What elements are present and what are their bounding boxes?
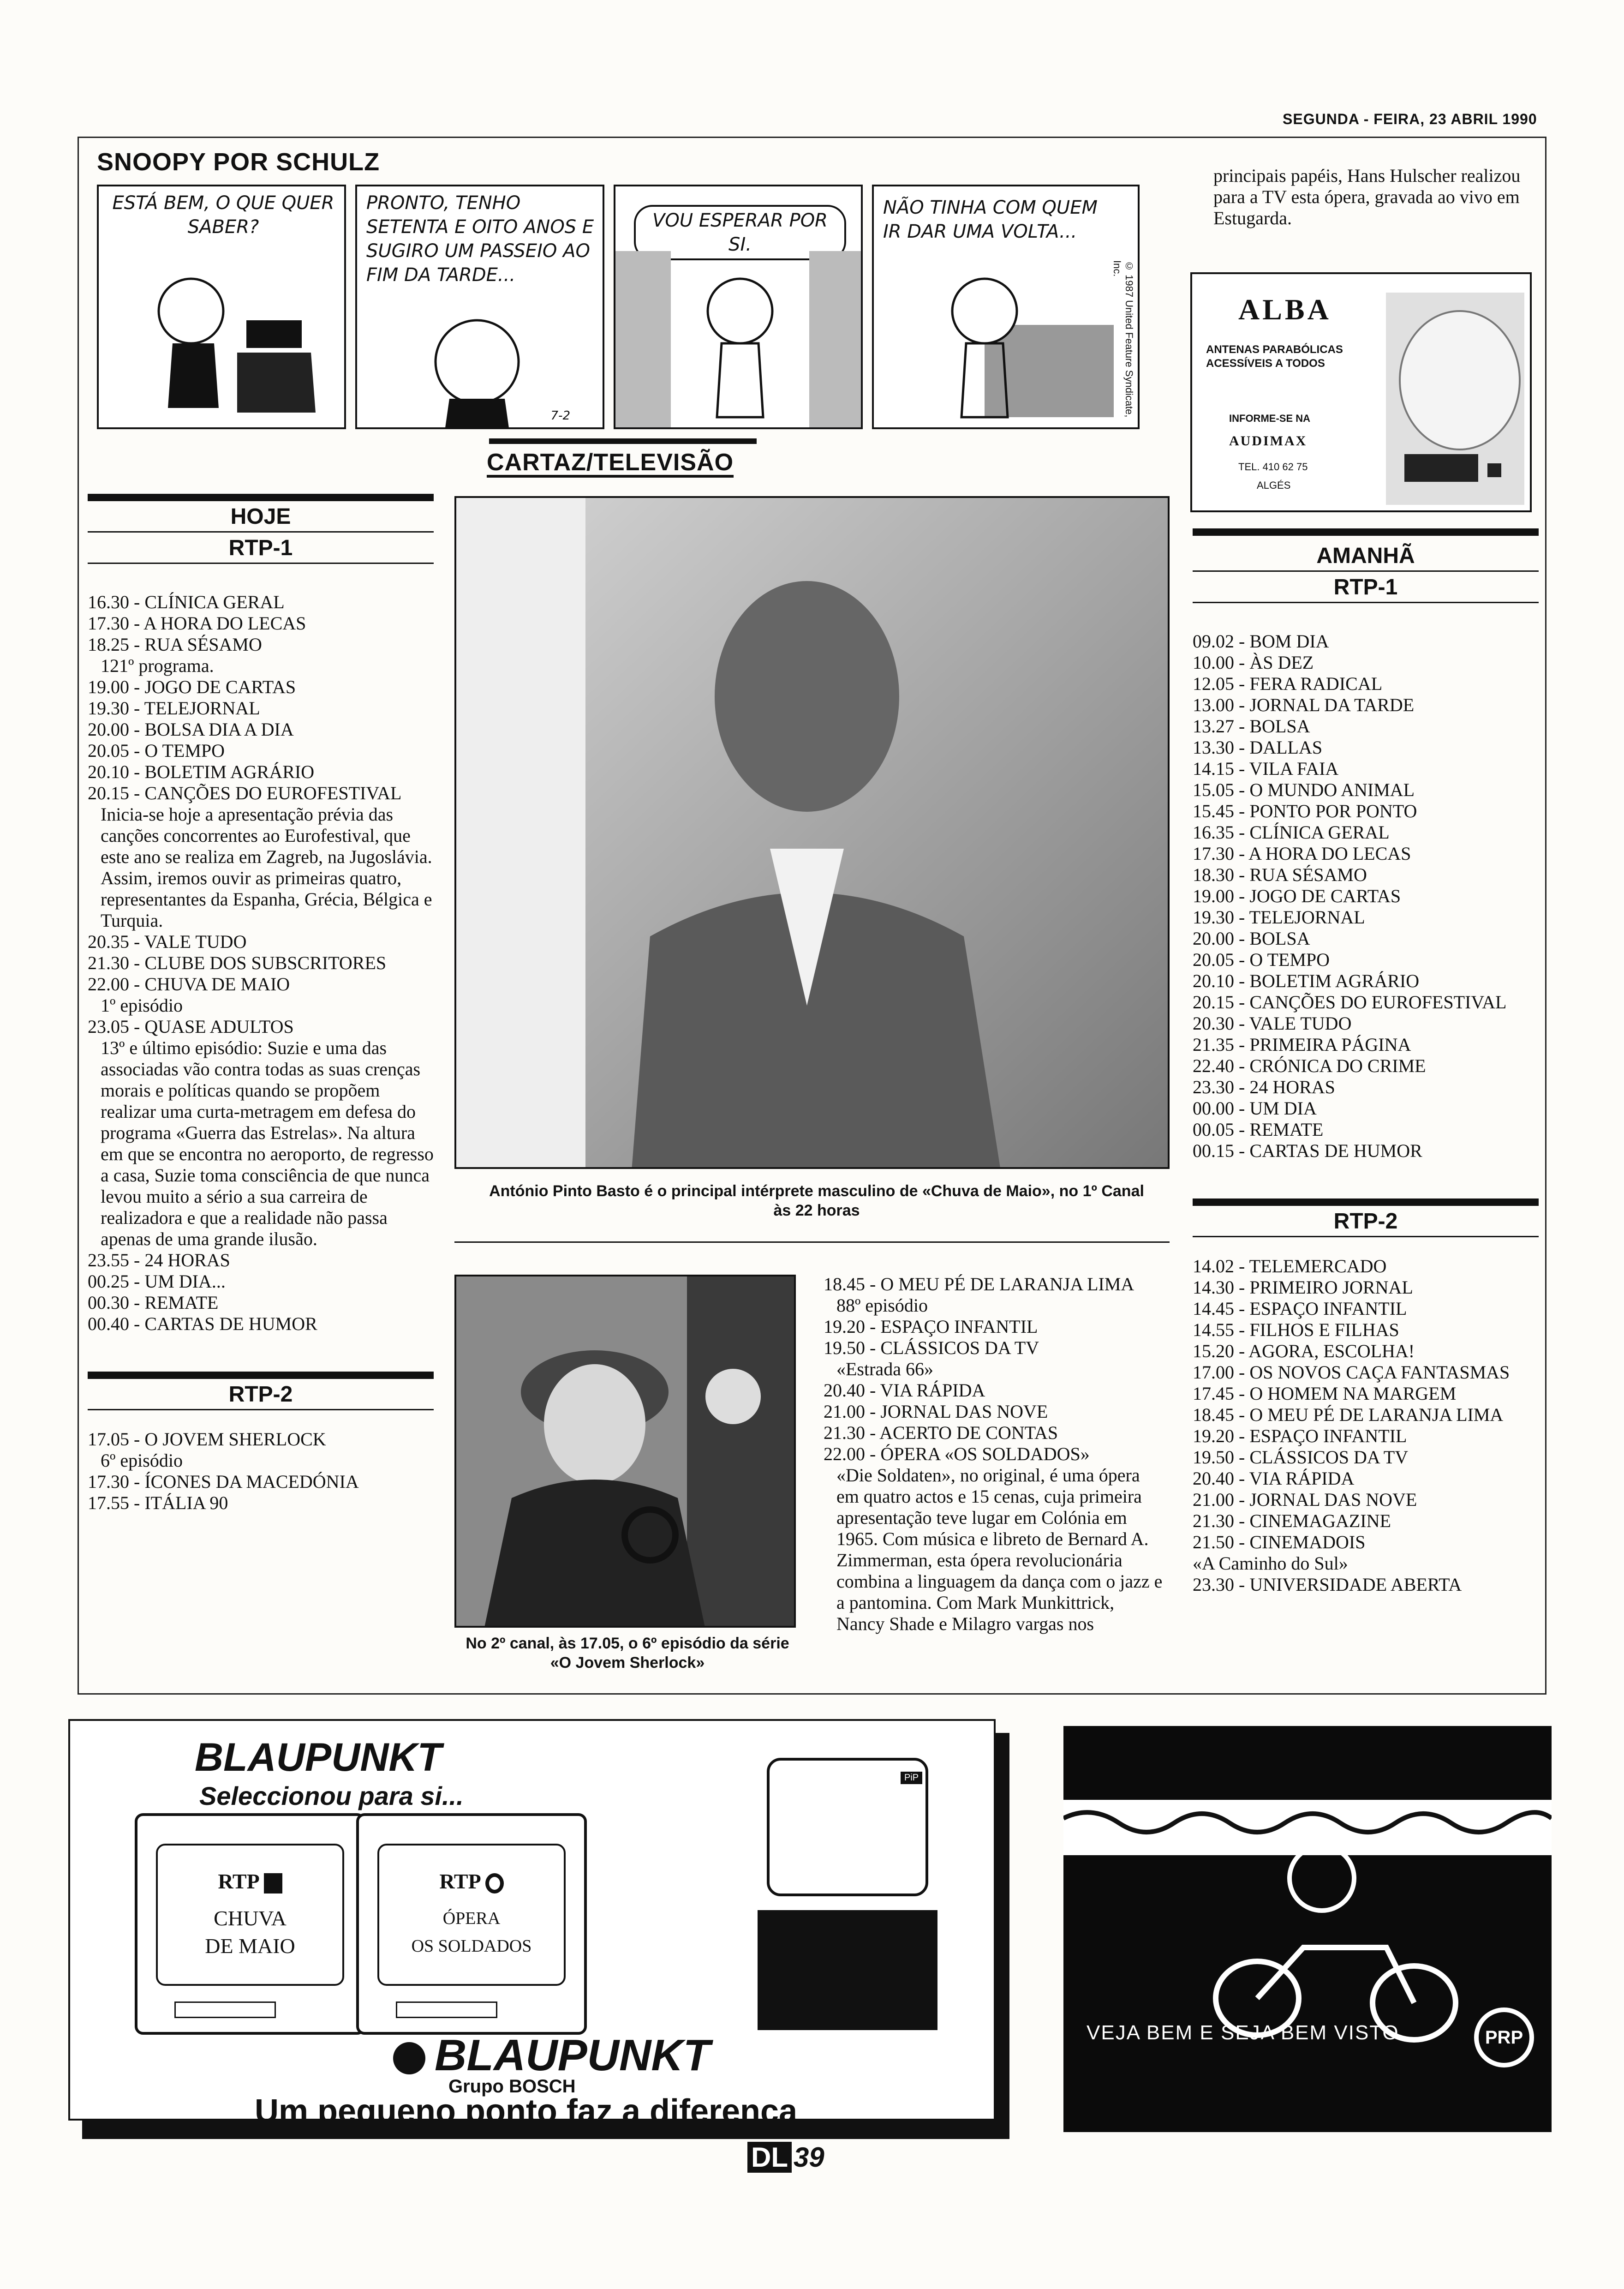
blaupunkt-ad — [68, 1719, 1014, 2144]
amanha-rtp2-label: RTP-2 — [1333, 1209, 1398, 1234]
alba-line-1: ANTENAS PARABÓLICAS — [1206, 343, 1343, 356]
tv-control-bar — [396, 2001, 497, 2018]
rule — [1193, 602, 1539, 603]
program-item — [1193, 1319, 1539, 1341]
program-item — [1193, 1140, 1539, 1162]
program-title: 23.55 - 24 HORAS — [88, 1250, 230, 1270]
program-title: 19.00 - JOGO DE CARTAS — [88, 677, 296, 697]
program-item — [1193, 1013, 1539, 1034]
program-title: 21.30 - CINEMAGAZINE — [1193, 1510, 1391, 1531]
program-item — [1193, 1426, 1539, 1447]
program-item — [88, 613, 434, 634]
hoje-rtp1-list — [88, 592, 434, 1335]
comic-panel-number: 7-2 — [550, 409, 570, 423]
comic-art-4 — [874, 270, 1123, 429]
program-item — [1193, 652, 1539, 673]
program-title: 20.05 - O TEMPO — [88, 740, 225, 761]
program-item — [88, 1492, 434, 1514]
program-title: 00.05 - REMATE — [1193, 1119, 1324, 1140]
program-item — [88, 1271, 434, 1292]
program-title: «A Caminho do Sul» — [1193, 1553, 1348, 1574]
tv2-channel — [379, 1869, 564, 1894]
program-item — [824, 1380, 1165, 1401]
program-item — [1193, 716, 1539, 737]
program-item — [1193, 779, 1539, 801]
program-item — [1193, 928, 1539, 949]
rule — [88, 531, 434, 533]
program-item — [1193, 1055, 1539, 1077]
program-title: 20.10 - BOLETIM AGRÁRIO — [1193, 971, 1420, 991]
prp-logo-text: PRP — [1485, 2027, 1523, 2048]
program-title: 19.20 - ESPAÇO INFANTIL — [1193, 1426, 1407, 1446]
program-title: 21.30 - ACERTO DE CONTAS — [824, 1422, 1058, 1443]
program-title: 19.50 - CLÁSSICOS DA TV — [1193, 1447, 1409, 1468]
program-title: 19.30 - TELEJORNAL — [1193, 907, 1365, 928]
program-title: 17.05 - O JOVEM SHERLOCK — [88, 1429, 326, 1450]
section-rule — [489, 438, 757, 444]
program-title: 14.15 - VILA FAIA — [1193, 758, 1339, 779]
program-description: 1º episódio — [101, 995, 183, 1016]
program-item — [1193, 695, 1539, 716]
program-title: 18.30 - RUA SÉSAMO — [1193, 864, 1367, 885]
program-item — [88, 974, 434, 1016]
comic-title: SNOOPY POR SCHULZ — [97, 148, 380, 176]
program-title: 21.50 - CINEMADOIS — [1193, 1532, 1366, 1552]
blaupunkt-slogan: Um pequeno ponto faz a diferença — [255, 2093, 798, 2130]
tv-rtp1 — [135, 1813, 365, 2035]
comic-bubble-4: NÃO TINHA COM QUEM IR DAR UMA VOLTA... — [883, 197, 1098, 242]
program-item — [88, 1016, 434, 1250]
rule — [1193, 528, 1539, 536]
big-tv — [758, 1744, 937, 2030]
tv-screen — [377, 1844, 566, 1986]
comic-panel-2 — [355, 185, 604, 429]
program-title: 14.55 - FILHOS E FILHAS — [1193, 1319, 1399, 1340]
program-item — [1193, 1119, 1539, 1140]
program-item — [1193, 1277, 1539, 1298]
channel-1-mark — [264, 1873, 282, 1894]
program-title: 22.40 - CRÓNICA DO CRIME — [1193, 1055, 1426, 1076]
rule — [454, 1241, 1170, 1243]
program-title: 17.30 - A HORA DO LECAS — [1193, 843, 1411, 864]
program-item — [1193, 1532, 1539, 1553]
program-title: 22.00 - CHUVA DE MAIO — [88, 974, 290, 995]
section-title: CARTAZ/TELEVISÃO — [487, 449, 734, 476]
program-item — [1193, 1489, 1539, 1510]
tv1-channel — [158, 1869, 342, 1894]
program-description: 6º episódio — [101, 1450, 183, 1471]
ad-box — [68, 1719, 996, 2130]
alba-line-3: INFORME-SE NA — [1229, 413, 1310, 424]
program-title: 17.30 - ÍCONES DA MACEDÓNIA — [88, 1471, 359, 1492]
program-item — [1193, 864, 1539, 886]
program-title: 00.15 - CARTAS DE HUMOR — [1193, 1140, 1422, 1161]
comic-panel-3 — [614, 185, 863, 429]
program-item — [88, 783, 434, 931]
road-scene — [1063, 1726, 1552, 2049]
program-item — [1193, 1404, 1539, 1426]
program-title: 20.00 - BOLSA — [1193, 928, 1310, 949]
alba-line-2: ACESSÍVEIS A TODOS — [1206, 357, 1325, 370]
program-description: Inicia-se hoje a apresentação prévia das canções concorrentes ao Eurofestival, que este ano se realiza em Zagreb, na Jugoslávia. Assim, iremos ouvir as primeiras quatro, representantes da Espanha, Grécia, Bélgica e Turquia. — [101, 804, 432, 931]
program-item — [1193, 1574, 1539, 1595]
tv1-line-1: CHUVA — [214, 1906, 287, 1930]
program-title: 13.00 - JORNAL DA TARDE — [1193, 695, 1415, 715]
program-item — [1193, 822, 1539, 843]
comic-bubble-1: ESTÁ BEM, O QUE QUER SABER? — [112, 192, 334, 238]
amanha-rtp1-label: RTP-1 — [1333, 575, 1398, 599]
rule — [1193, 1236, 1539, 1237]
blaupunkt-tagline: Seleccionou para si... — [199, 1781, 464, 1810]
program-title: 21.30 - CLUBE DOS SUBSCRITORES — [88, 953, 387, 973]
program-title: 00.00 - UM DIA — [1193, 1098, 1317, 1119]
alba-ad — [1190, 272, 1532, 512]
program-title: 14.30 - PRIMEIRO JORNAL — [1193, 1277, 1413, 1298]
prp-logo-icon — [1474, 2007, 1534, 2067]
channel-2-mark — [485, 1873, 504, 1894]
program-title: 15.45 - PONTO POR PONTO — [1193, 801, 1417, 821]
program-title: 12.05 - FERA RADICAL — [1193, 673, 1383, 694]
hoje-rtp2-continued — [824, 1274, 1165, 1635]
amanha-heading: AMANHÃ — [1316, 544, 1415, 568]
program-description: 121º programa. — [101, 655, 214, 676]
program-title: 14.45 - ESPAÇO INFANTIL — [1193, 1298, 1407, 1319]
program-title: 17.00 - OS NOVOS CAÇA FANTASMAS — [1193, 1362, 1510, 1383]
program-title: 20.15 - CANÇÕES DO EUROFESTIVAL — [88, 783, 402, 803]
rule — [88, 1409, 434, 1410]
program-item — [1193, 949, 1539, 971]
alba-brand: ALBA — [1238, 293, 1331, 326]
program-title: 22.00 - ÓPERA «OS SOLDADOS» — [824, 1444, 1090, 1464]
program-title: 20.10 - BOLETIM AGRÁRIO — [88, 761, 315, 782]
sherlock-photo-art — [456, 1276, 796, 1628]
program-item — [88, 931, 434, 953]
program-item — [1193, 1098, 1539, 1119]
rule — [88, 494, 434, 501]
blaupunkt-brand: BLAUPUNKT — [195, 1735, 442, 1780]
alba-phone: TEL. 410 62 75 — [1238, 461, 1308, 473]
comic-copyright: © 1987 United Feature Syndicate, Inc. — [1111, 260, 1135, 418]
tv-control-bar — [174, 2001, 276, 2018]
hoje-column — [88, 494, 434, 1514]
program-description: 88º episódio — [836, 1295, 928, 1316]
program-item — [88, 1292, 434, 1313]
program-title: 23.05 - QUASE ADULTOS — [88, 1016, 294, 1037]
program-item — [1193, 1383, 1539, 1404]
tv2-channel-label: RTP — [439, 1870, 480, 1893]
program-title: 21.35 - PRIMEIRA PÁGINA — [1193, 1034, 1411, 1055]
program-title: 09.02 - BOM DIA — [1193, 631, 1329, 652]
program-item — [1193, 971, 1539, 992]
program-item — [88, 953, 434, 974]
comic-art-1 — [99, 256, 346, 429]
program-title: 17.30 - A HORA DO LECAS — [88, 613, 306, 634]
program-title: 00.40 - CARTAS DE HUMOR — [88, 1313, 317, 1334]
program-item — [824, 1422, 1165, 1444]
program-item — [88, 1313, 434, 1335]
program-item — [88, 719, 434, 740]
program-item — [1193, 1510, 1539, 1532]
hoje-heading: HOJE — [230, 504, 291, 529]
program-item — [1193, 1298, 1539, 1319]
program-item — [88, 1250, 434, 1271]
program-item — [1193, 1468, 1539, 1489]
pip-label: PiP — [901, 1772, 922, 1784]
program-description: 13º e último episódio: Suzie e uma das associadas vão contra todas as suas crenças morais e políticas quando se propõem realizar uma curta-metragem em defesa do programa «Guerra das Estrelas». Na altura em que se encontra no aeroporto, de regresso a casa, Suzie toma consciência de que nunca levou muito a sério a sua carreira de realizadora e que a realidade não passa apenas de uma grande ilusão. — [101, 1037, 434, 1249]
sherlock-photo — [454, 1275, 796, 1628]
program-title: 20.40 - VIA RÁPIDA — [824, 1380, 985, 1401]
tv-rtp2 — [356, 1813, 587, 2035]
program-title: 13.30 - DALLAS — [1193, 737, 1323, 758]
amanha-column — [1193, 528, 1539, 1595]
program-title: 20.15 - CANÇÕES DO EUROFESTIVAL — [1193, 992, 1507, 1013]
program-item — [88, 634, 434, 677]
program-item — [88, 761, 434, 783]
program-description: «Estrada 66» — [836, 1359, 933, 1379]
program-item — [824, 1337, 1165, 1380]
program-title: 16.30 - CLÍNICA GERAL — [88, 592, 285, 612]
program-item — [1193, 1034, 1539, 1055]
program-title: 13.27 - BOLSA — [1193, 716, 1310, 737]
program-item — [1193, 907, 1539, 928]
tv1-line-2: DE MAIO — [205, 1934, 295, 1958]
rule — [88, 1372, 434, 1379]
program-title: 00.25 - UM DIA... — [88, 1271, 226, 1292]
comic-art-3 — [615, 251, 863, 429]
hoje-rtp2-list — [88, 1429, 434, 1514]
tv1-channel-label: RTP — [218, 1870, 259, 1893]
program-item — [824, 1316, 1165, 1337]
program-item — [1193, 992, 1539, 1013]
program-item — [824, 1274, 1165, 1316]
comic-bubble-2: PRONTO, TENHO SETENTA E OITO ANOS E SUGIRO UM PASSEIO AO FIM DA TARDE... — [366, 192, 594, 286]
program-item — [1193, 631, 1539, 652]
portrait-photo — [456, 498, 1170, 1169]
program-item — [1193, 673, 1539, 695]
program-item — [1193, 758, 1539, 779]
tv2-line-1: ÓPERA — [442, 1909, 501, 1928]
program-item — [1193, 1077, 1539, 1098]
program-title: 10.00 - ÀS DEZ — [1193, 652, 1314, 673]
hoje-rtp2-label: RTP-2 — [228, 1382, 293, 1407]
program-title: 20.40 - VIA RÁPIDA — [1193, 1468, 1355, 1489]
hoje-rtp2-cont-list — [824, 1274, 1165, 1635]
program-title: 16.35 - CLÍNICA GERAL — [1193, 822, 1390, 843]
program-item — [824, 1444, 1165, 1635]
alba-place: ALGÉS — [1257, 479, 1291, 491]
program-title: 00.30 - REMATE — [88, 1292, 219, 1313]
rule — [1193, 1198, 1539, 1206]
sherlock-caption: No 2º canal, às 17.05, o 6º episódio da série «O Jovem Sherlock» — [466, 1635, 789, 1672]
alba-store: AUDIMAX — [1229, 433, 1308, 449]
program-item — [1193, 1341, 1539, 1362]
program-title: 18.25 - RUA SÉSAMO — [88, 634, 262, 655]
amanha-rtp2-list — [1193, 1256, 1539, 1595]
program-title: 20.35 - VALE TUDO — [88, 931, 247, 952]
hoje-rtp1-label: RTP-1 — [228, 536, 293, 560]
program-item — [88, 740, 434, 761]
program-title: 14.02 - TELEMERCADO — [1193, 1256, 1387, 1276]
program-item — [1193, 1256, 1539, 1277]
intro-text: principais papéis, Hans Hulscher realizou para a TV esta ópera, gravada ao vivo em Estugarda. — [1213, 165, 1521, 228]
main-photo-caption: António Pinto Basto é o principal intérprete masculino de «Chuva de Maio», no 1º Canal às 22 horas — [489, 1182, 1144, 1219]
program-item — [88, 698, 434, 719]
page-number: 39 — [793, 2142, 824, 2173]
program-item — [1193, 843, 1539, 864]
amanha-rtp1-list — [1193, 631, 1539, 1162]
program-item — [88, 677, 434, 698]
rule — [1193, 570, 1539, 572]
program-title: 23.30 - UNIVERSIDADE ABERTA — [1193, 1574, 1462, 1595]
main-photo — [454, 496, 1170, 1169]
program-item — [1193, 1362, 1539, 1383]
program-title: 19.30 - TELEJORNAL — [88, 698, 260, 719]
page-date: SEGUNDA - FEIRA, 23 ABRIL 1990 — [1283, 111, 1537, 127]
program-title: 15.05 - O MUNDO ANIMAL — [1193, 779, 1415, 800]
blaupunkt-group: Grupo BOSCH — [448, 2076, 576, 2097]
comic-panel-4 — [872, 185, 1140, 429]
program-title: 19.50 - CLÁSSICOS DA TV — [824, 1337, 1039, 1358]
program-title: 17.55 - ITÁLIA 90 — [88, 1492, 228, 1513]
program-title: 20.30 - VALE TUDO — [1193, 1013, 1352, 1034]
satellite-dish-icon — [1386, 293, 1524, 505]
tv2-line-2: OS SOLDADOS — [411, 1936, 532, 1956]
program-item — [1193, 801, 1539, 822]
dl-logo: DL — [747, 2142, 792, 2173]
program-item — [1193, 737, 1539, 758]
program-title: 18.45 - O MEU PÉ DE LARANJA LIMA — [1193, 1404, 1504, 1425]
big-tv-cabinet — [758, 1910, 937, 2030]
program-title: 21.00 - JORNAL DAS NOVE — [1193, 1489, 1417, 1510]
program-title: 23.30 - 24 HORAS — [1193, 1077, 1335, 1097]
program-item — [88, 1471, 434, 1492]
tv-screen — [156, 1844, 344, 1986]
comic-strip — [97, 185, 1144, 431]
program-title: 15.20 - AGORA, ESCOLHA! — [1193, 1341, 1415, 1361]
program-item — [1193, 1447, 1539, 1468]
comic-bubble-3: VOU ESPERAR POR SI. — [634, 205, 846, 260]
blaupunkt-brand-2: BLAUPUNKT — [435, 2031, 710, 2080]
program-title: 20.05 - O TEMPO — [1193, 949, 1330, 970]
program-title: 21.00 - JORNAL DAS NOVE — [824, 1401, 1048, 1422]
program-item — [824, 1401, 1165, 1422]
prp-slogan: VEJA BEM E SEJA BEM VISTO — [1087, 2021, 1399, 2044]
prp-ad — [1063, 1726, 1552, 2132]
program-description: «Die Soldaten», no original, é uma ópera em quatro actos e 15 cenas, cuja primeira apresentação teve lugar em Colónia em 1965. Com música e libreto de Bernard A. Zimmerman, esta ópera revolucionária combina a linguagem da dança com o jazz e a pantomina. Com Mark Munkittrick, Nancy Shade e Milagro vargas nos — [836, 1465, 1163, 1634]
program-title: 20.00 - BOLSA DIA A DIA — [88, 719, 294, 740]
comic-panel-1 — [97, 185, 346, 429]
program-title: 17.45 - O HOMEM NA MARGEM — [1193, 1383, 1457, 1404]
program-title: 18.45 - O MEU PÉ DE LARANJA LIMA — [824, 1274, 1134, 1294]
program-item — [88, 1429, 434, 1471]
program-item — [88, 592, 434, 613]
program-item — [1193, 1553, 1539, 1574]
program-item — [1193, 886, 1539, 907]
rule — [88, 563, 434, 564]
page-number-area — [747, 2141, 824, 2173]
program-title: 19.00 - JOGO DE CARTAS — [1193, 886, 1401, 906]
blaupunkt-dot-icon — [393, 2042, 425, 2074]
program-title: 19.20 - ESPAÇO INFANTIL — [824, 1316, 1038, 1337]
